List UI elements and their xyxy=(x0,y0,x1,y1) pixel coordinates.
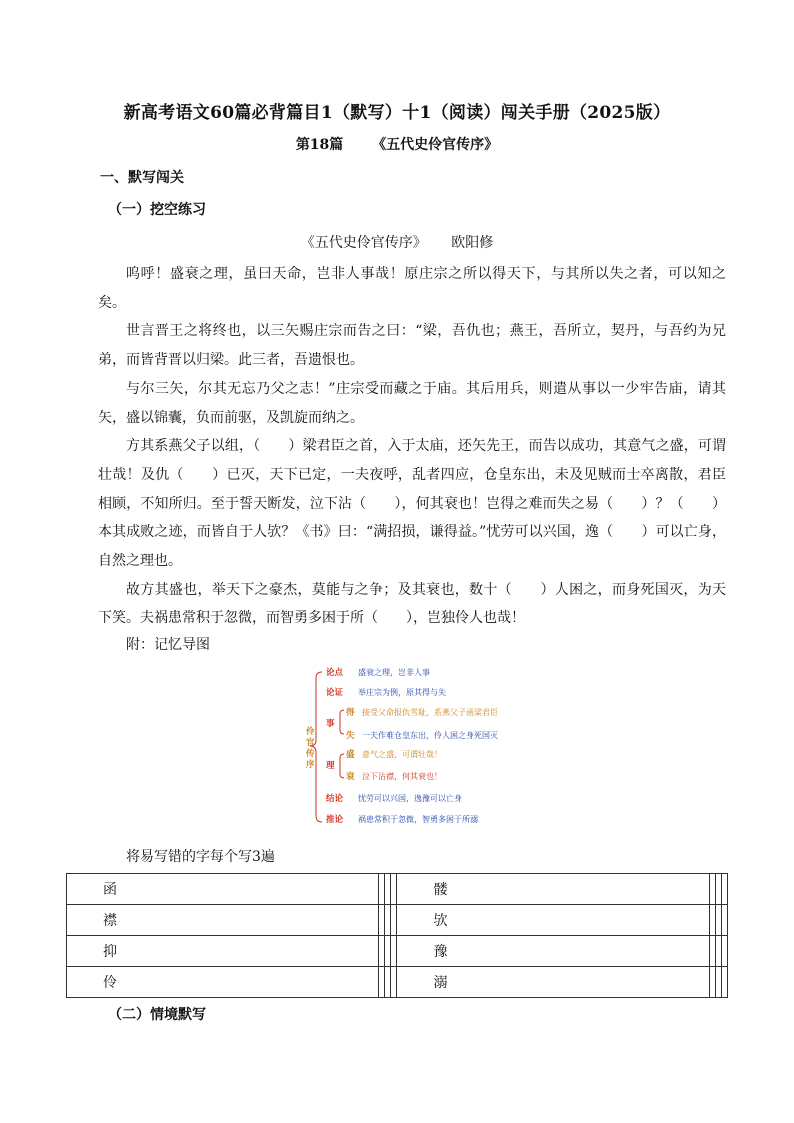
work-title: 《五代史伶官传序》 xyxy=(300,235,427,251)
mindmap-item-text: 举庄宗为例，原其得与失 xyxy=(358,688,446,697)
blank-practice-cell[interactable] xyxy=(721,936,727,967)
subsection-heading-1: （一）挖空练习 xyxy=(108,202,206,218)
chapter-work: 《五代史伶官传序》 xyxy=(372,137,499,153)
mindmap-subkey: 得 xyxy=(346,708,355,718)
attachment-label: 附：记忆导图 xyxy=(126,637,210,653)
mindmap-key: 结论 xyxy=(326,794,344,804)
table-row xyxy=(67,905,728,936)
table-row xyxy=(67,936,728,967)
mindmap-svg xyxy=(300,664,550,830)
section-heading-1: 一、默写闯关 xyxy=(100,170,184,186)
passage-paragraph: 故方其盛也，举天下之豪杰，莫能与之争；及其衰也，数十（ ）人困之，而身死国灭，为天下笑。夫祸患常积于忽微，而智勇多困于所（ ），岂独伶人也哉！ xyxy=(98,581,726,627)
table-row xyxy=(67,874,728,905)
mindmap-key: 推论 xyxy=(326,815,344,825)
document-title: 新高考语文60篇必背篇目1（默写）十1（阅读）闯关手册（2025版） xyxy=(123,103,671,123)
blank-practice-cell[interactable] xyxy=(721,905,727,936)
mindmap-key: 事 xyxy=(326,719,335,729)
mindmap-root xyxy=(305,726,315,770)
mindmap-key: 论点 xyxy=(326,668,344,678)
mindmap-rows xyxy=(326,667,498,825)
mindmap-root-char: 序 xyxy=(306,760,315,770)
passage-body xyxy=(98,260,726,633)
practice-character: 抑 xyxy=(67,936,379,967)
blank-practice-cell[interactable] xyxy=(721,967,727,998)
practice-character: 伶 xyxy=(67,967,379,998)
subsection-heading-2: （二）情境默写 xyxy=(108,1007,206,1023)
mindmap-item-text: 祸患常积于忽微，智勇多困于所溺 xyxy=(358,815,478,824)
mindmap-key: 理 xyxy=(326,761,335,771)
mindmap-root-char: 官 xyxy=(306,738,315,748)
practice-character: 函 xyxy=(67,874,379,905)
work-title-line xyxy=(0,232,794,252)
mindmap-subkey: 盛 xyxy=(346,750,355,760)
table-instruction: 将易写错的字每个写3遍 xyxy=(126,849,275,865)
passage-paragraph: 与尔三矢，尔其无忘乃父之志！”庄宗受而藏之于庙。其后用兵，则遣从事以一少牢告庙，请其矢，盛以锦囊，负而前驱，及凯旋而纳之。 xyxy=(98,380,726,426)
blank-practice-cell[interactable] xyxy=(721,874,727,905)
passage-paragraph: 世言晋王之将终也，以三矢赐庄宗而告之曰：“梁，吾仇也；燕王，吾所立，契丹，与吾约为兄弟，而皆背晋以归梁。此三者，吾遗恨也。 xyxy=(98,323,726,369)
mindmap-key: 论证 xyxy=(326,688,344,698)
mindmap-sub-brace xyxy=(340,754,344,778)
practice-character: 溺 xyxy=(397,967,709,998)
mindmap-root-char: 伶 xyxy=(306,727,315,737)
passage-paragraph: 方其系燕父子以组，（ ）梁君臣之首，入于太庙，还矢先王，而告以成功，其意气之盛，可谓壮哉！及仇（ ）已灭，天下已定，一夫夜呼，乱者四应，仓皇东出，未及见贼而士卒离散，君臣相顾，不知所归。至于誓天断发，泣下沾（ ），何其衰也！岂得之难而失之易（ ）？（ ）本其成败之迹，而皆自于人欤？《书》曰：“满招损，谦得益。”忧劳可以兴国，逸（ ）可以亡身，自然之理也。 xyxy=(98,438,726,570)
writing-practice-table xyxy=(66,873,728,998)
chapter-heading xyxy=(0,134,794,154)
mindmap-item-text: 泣下沾襟，何其衰也！ xyxy=(362,772,442,781)
mindmap-item-text: 忧劳可以兴国，逸豫可以亡身 xyxy=(358,794,462,803)
mindmap-root-char: 传 xyxy=(306,749,315,759)
mindmap-subkey: 失 xyxy=(346,731,355,741)
practice-character: 欤 xyxy=(397,905,709,936)
memory-mindmap xyxy=(300,664,550,830)
table-row xyxy=(67,967,728,998)
practice-character: 豫 xyxy=(397,936,709,967)
practice-character: 襟 xyxy=(67,905,379,936)
mindmap-item-text: 意气之盛，可谓壮哉！ xyxy=(362,750,442,759)
chapter-number: 第18篇 xyxy=(295,137,344,153)
work-author: 欧阳修 xyxy=(451,235,494,251)
practice-character: 髅 xyxy=(397,874,709,905)
mindmap-subkey: 衰 xyxy=(346,772,355,782)
mindmap-item-text: 接受父命报仇雪耻，系燕父子函梁君臣 xyxy=(362,708,498,717)
passage-paragraph: 呜呼！盛衰之理，虽曰天命，岂非人事哉！原庄宗之所以得天下，与其所以失之者，可以知之矣。 xyxy=(98,266,726,311)
mindmap-sub-brace xyxy=(340,710,344,734)
mindmap-item-text: 盛衰之理，岂非人事 xyxy=(358,668,430,677)
mindmap-item-text: 一夫作难仓皇东出，伶人困之身死国灭 xyxy=(362,731,498,740)
